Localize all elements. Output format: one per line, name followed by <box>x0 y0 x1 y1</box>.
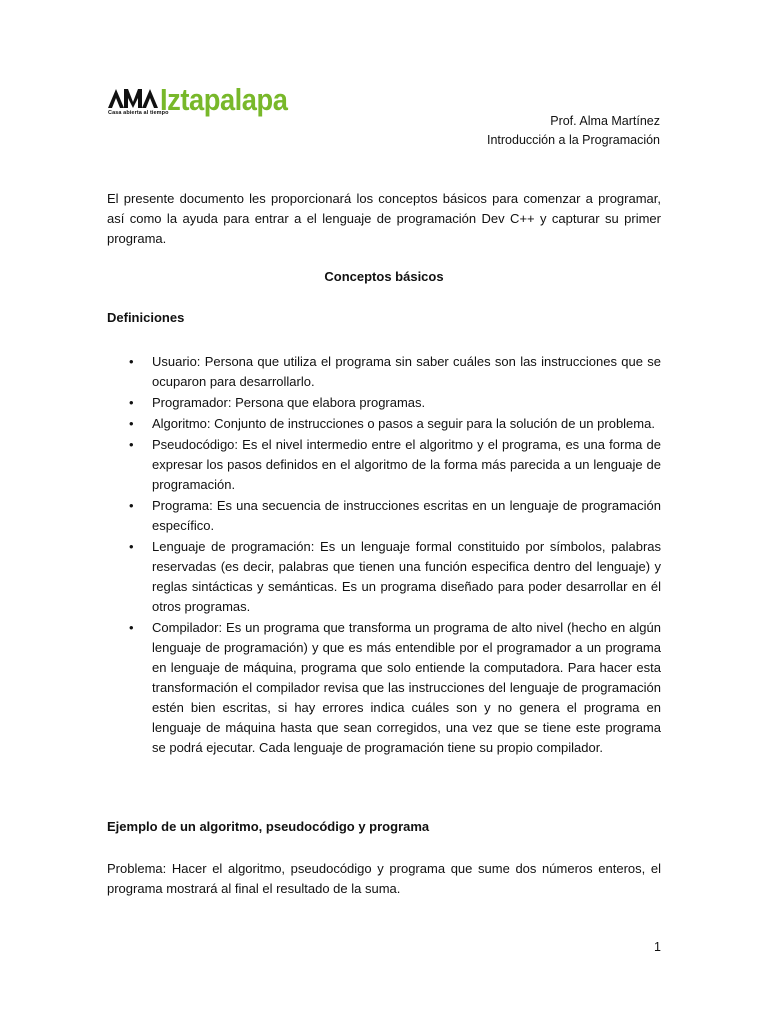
definition-text: Compilador: Es un programa que transforma un programa de alto nivel (hecho en algún lenguaje de programación) y que es más entendible por el programador a un programa en lenguaje de máquina, programa que solo entiende la computadora. Para hacer esta transformación el compilador revisa que las instrucciones del lenguaje de programación estén bien escritas, si hay errores indica cuáles son y no genera el programa en lenguaje de máquina hasta que sean corregidos, una vez que se tiene este programa se podrá ejecutar. Cada lenguaje de programación tiene su propio compilador. <box>152 620 661 755</box>
course-name: Introducción a la Programación <box>486 133 660 147</box>
definition-text: Programa: Es una secuencia de instrucciones escritas en un lenguaje de programación específico. <box>152 498 661 533</box>
definition-text: Lenguaje de programación: Es un lenguaje formal constituido por símbolos, palabras reservadas (es decir, palabras que tienen una función especifica dentro del lenguaje) y reglas sintácticas y semánticas. Es un programa diseñado para poder desarrollar en él otros programas. <box>152 539 661 614</box>
list-item <box>107 618 661 758</box>
page-number: 1 <box>654 940 661 954</box>
list-item <box>107 393 661 413</box>
example-heading: Ejemplo de un algoritmo, pseudocódigo y programa <box>107 819 430 834</box>
bullet-icon: • <box>129 354 134 369</box>
definitions-heading: Definiciones <box>107 310 185 325</box>
list-item <box>107 352 661 392</box>
definition-text: Algoritmo: Conjunto de instrucciones o pasos a seguir para la solución de un problema. <box>152 416 655 431</box>
bullet-icon: • <box>129 620 134 635</box>
list-item <box>107 414 661 434</box>
definition-text: Programador: Persona que elabora programas. <box>152 395 426 410</box>
uam-logo <box>108 82 318 124</box>
problem-paragraph: Problema: Hacer el algoritmo, pseudocódigo y programa que sume dos números enteros, el programa mostrará al final el resultado de la suma. <box>107 861 661 896</box>
definition-text: Pseudocódigo: Es el nivel intermedio entre el algoritmo y el programa, es una forma de expresar los pasos definidos en el algoritmo de la forma más parecida a un lenguaje de programación. <box>152 437 661 492</box>
logo-motto: Casa abierta al tiempo <box>108 110 169 116</box>
list-item <box>107 435 661 495</box>
list-item <box>107 496 661 536</box>
bullet-icon: • <box>129 539 134 554</box>
intro-paragraph: El presente documento les proporcionará los conceptos básicos para comenzar a programar, así como la ayuda para entrar a el lenguaje de programación Dev C++ y capturar su primer programa. <box>107 191 661 246</box>
list-item <box>107 537 661 617</box>
definitions-list <box>107 352 661 759</box>
bullet-icon: • <box>129 498 134 513</box>
author-block <box>487 112 660 150</box>
definition-text: Usuario: Persona que utiliza el programa sin saber cuáles son las instrucciones que se ocuparon para desarrollarlo. <box>152 354 661 389</box>
section-title: Conceptos básicos <box>324 269 444 284</box>
bullet-icon: • <box>129 437 134 452</box>
bullet-icon: • <box>129 395 134 410</box>
logo-wordmark: Iztapalapa <box>160 82 288 117</box>
bullet-icon: • <box>129 416 134 431</box>
author-name: Prof. Alma Martínez <box>550 114 660 128</box>
